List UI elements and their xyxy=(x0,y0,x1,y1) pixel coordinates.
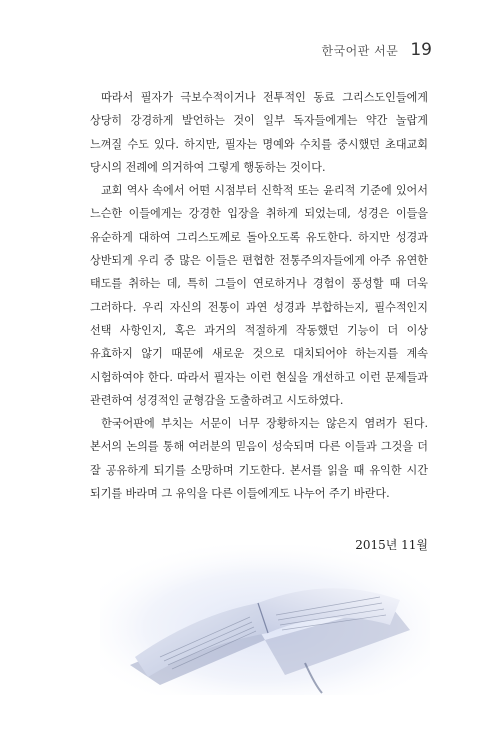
running-header xyxy=(321,40,432,60)
section-title: 한국어판 서문 xyxy=(321,44,399,58)
open-bible-illustration xyxy=(100,545,430,695)
paragraph: 교회 역사 속에서 어떤 시점부터 신학적 또는 윤리적 기준에 있어서 느슨한 이들에게는 강경한 입장을 취하게 되었는데, 성경은 이들을 유순하게 대하여 그리스도께로 돌아오도록 유도한다. 하지만 성경과 상반되게 우리 중 많은 이들은 편협한 전통주의자들에게 아주 유연한 태도를 취하는 데, 특히 그들이 연로하거나 경험이 풍성할 때 더욱 그러하다. 우리 자신의 전통이 과연 성경과 부합하는지, 필수적인지 선택 사항인지, 혹은 과거의 적절하게 작동했던 기능이 더 이상 유효하지 않기 때문에 새로운 것으로 대치되어야 하는지를 계속 시험하여야 한다. 따라서 필자는 이런 현실을 개선하고 이런 문제들과 관련하여 성경적인 균형감을 도출하려고 시도하였다. xyxy=(90,184,428,407)
open-bible-image xyxy=(100,545,430,695)
page-number: 19 xyxy=(410,40,432,60)
body-text xyxy=(90,86,428,505)
paragraph: 따라서 필자가 극보수적이거나 전투적인 동료 그리스도인들에게 상당히 강경하게 발언하는 것이 일부 독자들에게는 약간 놀랍게 느껴질 수도 있다. 하지만, 필자는 명예와 수치를 중시했던 초대교회 당시의 전례에 의거하여 그렇게 행동하는 것이다. xyxy=(90,91,428,174)
paragraph: 한국어판에 부치는 서문이 너무 장황하지는 않은지 염려가 된다. 본서의 논의를 통해 여러분의 믿음이 성숙되며 다른 이들과 그것을 더 잘 공유하게 되기를 소망하며 기도한다. 본서를 읽을 때 유익한 시간 되기를 바라며 그 유익을 다른 이들에게도 나누어 주기 바란다. xyxy=(90,417,428,501)
